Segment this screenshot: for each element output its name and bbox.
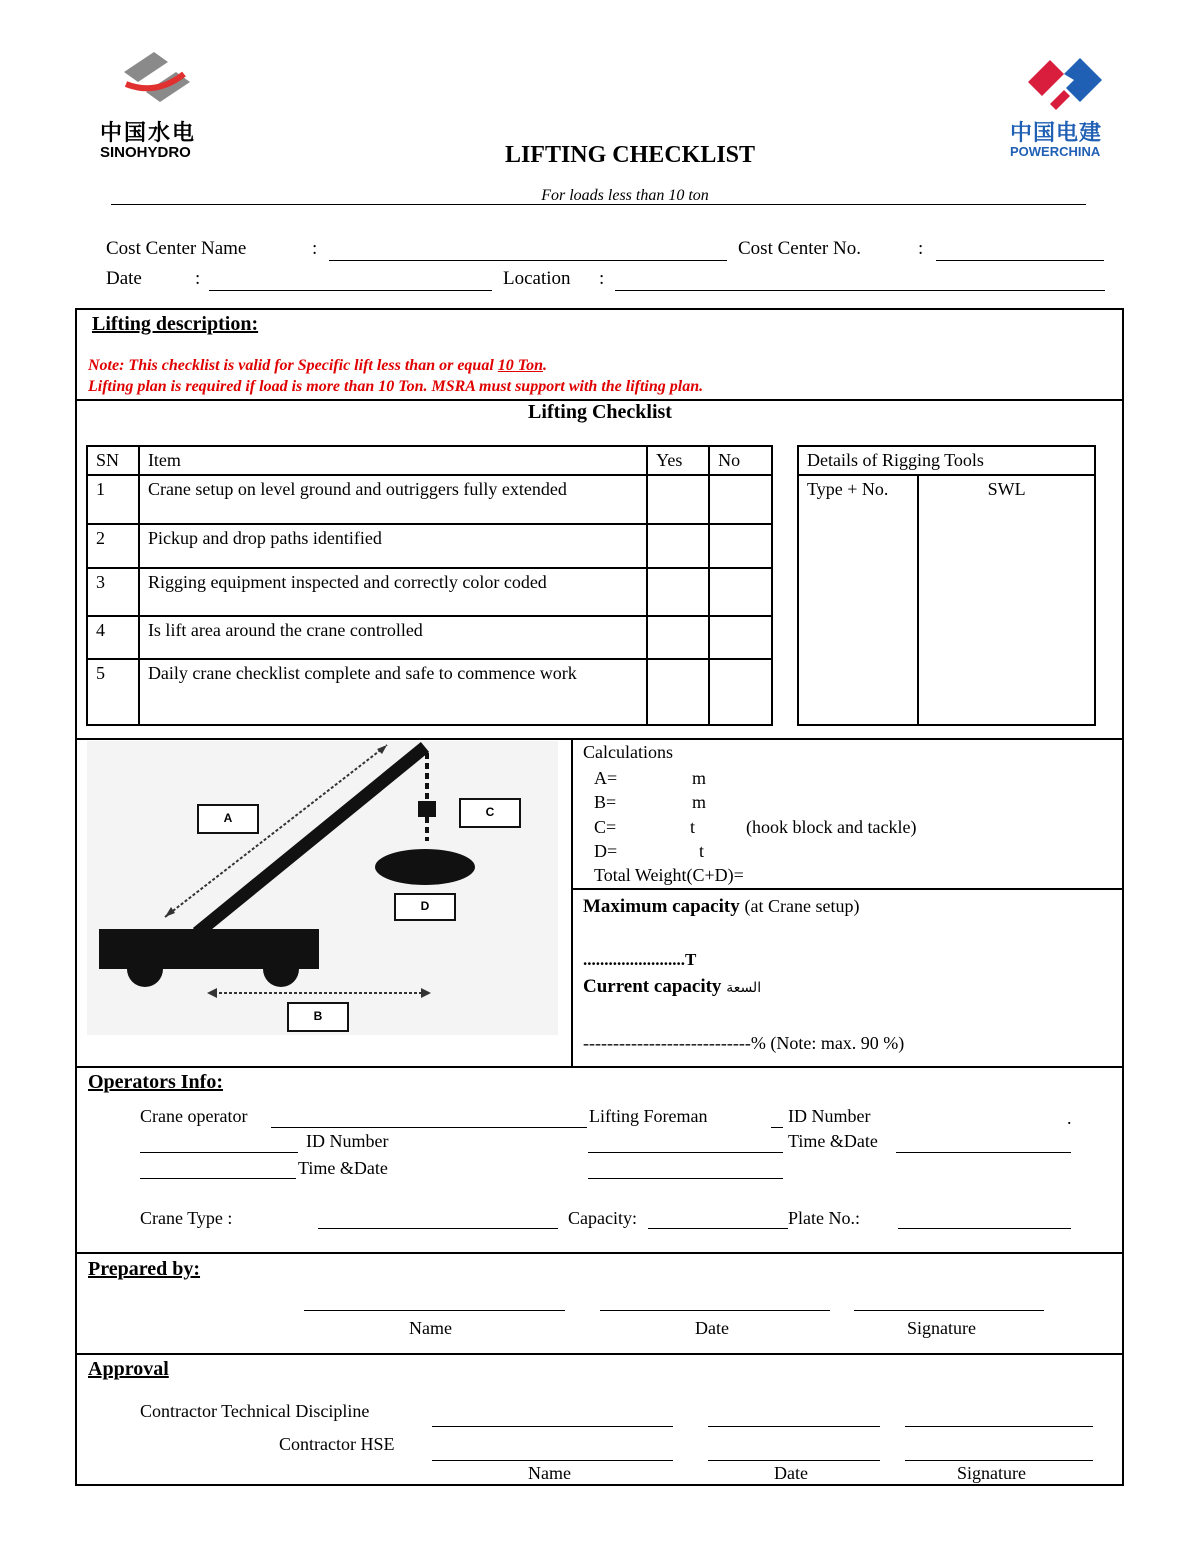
note-line-1-text: Note: This checklist is valid for Specific lift less than or equal: [88, 357, 498, 374]
location-label: Location: [503, 268, 571, 289]
current-capacity-value[interactable]: ----------------------------% (Note: max. 90 %): [583, 1033, 905, 1053]
note-line-1-end: .: [542, 357, 547, 374]
diagram-label-d: D: [420, 899, 430, 913]
powerchina-logo-mark-icon: [1008, 52, 1118, 112]
calc-a-label: A=: [594, 768, 618, 788]
sinohydro-chinese: 中国水电: [100, 121, 197, 146]
checklist-title: Lifting Checklist: [528, 401, 672, 423]
prepared-signature-field[interactable]: [854, 1310, 1044, 1311]
colon: :: [918, 238, 924, 259]
capacity-label: Capacity:: [568, 1208, 637, 1228]
header-rule: [111, 204, 1086, 205]
trailing-dot: .: [1067, 1108, 1072, 1128]
hse-date-field[interactable]: [708, 1460, 880, 1461]
operator-time-date-field[interactable]: [140, 1178, 296, 1179]
calc-total: Total Weight(C+D)=: [594, 865, 744, 885]
calc-c-unit: t: [690, 817, 696, 837]
technical-name-field[interactable]: [432, 1426, 673, 1427]
divider: [76, 1252, 1123, 1254]
no-checkbox[interactable]: [709, 659, 772, 725]
checklist-header-row: [87, 446, 772, 475]
calc-c-label: C=: [594, 817, 617, 837]
table-row: [87, 616, 772, 659]
foreman-time-date-field[interactable]: [896, 1152, 1071, 1153]
crane-diagram: [87, 741, 558, 1035]
cost-center-name-label: Cost Center Name: [106, 238, 247, 259]
page-subtitle: For loads less than 10 ton: [541, 187, 709, 204]
operator-id-number-label: ID Number: [306, 1131, 389, 1151]
technical-label: Contractor Technical Discipline: [140, 1401, 370, 1421]
header-no: No: [709, 446, 772, 475]
max-capacity-row: [583, 896, 859, 918]
hse-label: Contractor HSE: [279, 1434, 395, 1454]
current-capacity-label: Current capacity: [583, 976, 722, 997]
sinohydro-logo-mark-icon: [96, 44, 216, 114]
rigging-table: [797, 445, 1096, 726]
calc-a-unit: m: [692, 768, 707, 788]
current-capacity-row: [583, 976, 761, 998]
max-capacity-value[interactable]: ........................T: [583, 950, 697, 969]
date-field[interactable]: [209, 290, 492, 291]
row-sn: 4: [87, 616, 139, 659]
yes-checkbox[interactable]: [647, 524, 709, 568]
cost-center-no-field[interactable]: [936, 260, 1104, 261]
row-sn: 3: [87, 568, 139, 616]
row-sn: 1: [87, 475, 139, 524]
diagram-label-c: C: [485, 805, 495, 819]
approval-date-label: Date: [774, 1463, 808, 1483]
crane-operator-label: Crane operator: [140, 1106, 248, 1126]
prepared-signature-label: Signature: [907, 1318, 976, 1338]
rigging-type-col[interactable]: Type + No.: [798, 475, 918, 725]
operators-heading: Operators Info:: [88, 1071, 223, 1093]
row-item: Pickup and drop paths identified: [139, 524, 647, 568]
crane-type-field[interactable]: [318, 1228, 558, 1229]
note-line-1: [88, 357, 547, 375]
row-sn: 5: [87, 659, 139, 725]
location-field[interactable]: [615, 290, 1105, 291]
crane-type-label: Crane Type :: [140, 1208, 233, 1228]
row-item: Daily crane checklist complete and safe to commence work: [139, 659, 647, 725]
diagram-label-b: B: [313, 1009, 323, 1023]
lifting-foreman-field[interactable]: [771, 1127, 783, 1128]
yes-checkbox[interactable]: [647, 568, 709, 616]
rigging-title: Details of Rigging Tools: [798, 446, 1095, 475]
no-checkbox[interactable]: [709, 568, 772, 616]
page-title: LIFTING CHECKLIST: [504, 142, 756, 168]
operator-id-field[interactable]: [140, 1152, 298, 1153]
prepared-date-label: Date: [695, 1318, 729, 1338]
prepared-heading: Prepared by:: [88, 1258, 201, 1280]
cost-center-no-label: Cost Center No.: [738, 238, 861, 259]
calculations-title: Calculations: [583, 742, 673, 762]
lifting-foreman-label: Lifting Foreman: [589, 1106, 708, 1126]
colon: :: [312, 238, 318, 259]
header-yes: Yes: [647, 446, 709, 475]
note-line-2: Lifting plan is required if load is more than 10 Ton. MSRA must support with the lifting plan.: [88, 378, 704, 395]
powerchina-latin: POWERCHINA: [1010, 144, 1101, 159]
approval-signature-label: Signature: [957, 1463, 1026, 1483]
row-item: Is lift area around the crane controlled: [139, 616, 647, 659]
table-row: [87, 475, 772, 524]
lifting-description-heading: Lifting description:: [92, 313, 259, 335]
approval-heading: Approval: [88, 1358, 169, 1380]
prepared-name-label: Name: [409, 1318, 452, 1338]
table-row: [87, 524, 772, 568]
max-capacity-note: (at Crane setup): [744, 896, 860, 916]
checklist-table: [86, 445, 773, 726]
foreman-time-date-label: Time &Date: [788, 1131, 878, 1151]
hse-name-field[interactable]: [432, 1460, 673, 1461]
row-sn: 2: [87, 524, 139, 568]
rigging-swl-col[interactable]: SWL: [918, 475, 1095, 725]
header-item: Item: [139, 446, 647, 475]
plate-no-label: Plate No.:: [788, 1208, 860, 1228]
divider: [572, 888, 1123, 890]
colon: :: [599, 268, 605, 289]
hse-signature-field[interactable]: [905, 1460, 1093, 1461]
row-item: Rigging equipment inspected and correctly color coded: [139, 568, 647, 616]
foreman-extra-field[interactable]: [588, 1178, 783, 1179]
foreman-id-field[interactable]: [588, 1152, 783, 1153]
plate-no-field[interactable]: [898, 1228, 1071, 1229]
diagram-label-a: A: [223, 811, 233, 825]
divider: [76, 1353, 1123, 1355]
no-checkbox[interactable]: [709, 616, 772, 659]
header-sn: SN: [87, 446, 139, 475]
divider: [571, 739, 573, 1067]
sinohydro-latin: SINOHYDRO: [100, 144, 191, 161]
calc-c-note: (hook block and tackle): [746, 817, 917, 837]
yes-checkbox[interactable]: [647, 659, 709, 725]
operator-time-date-label: Time &Date: [298, 1158, 388, 1178]
note-line-1-ul: 10 Ton: [497, 357, 543, 374]
prepared-date-field[interactable]: [600, 1310, 830, 1311]
calc-b-label: B=: [594, 792, 617, 812]
foreman-id-number-label: ID Number: [788, 1106, 871, 1126]
cost-center-name-field[interactable]: [329, 260, 727, 261]
technical-signature-field[interactable]: [905, 1426, 1093, 1427]
calc-d-unit: t: [699, 841, 705, 861]
divider: [76, 1066, 1123, 1068]
prepared-name-field[interactable]: [304, 1310, 565, 1311]
date-label: Date: [106, 268, 142, 289]
table-row: [87, 659, 772, 725]
colon: :: [195, 268, 201, 289]
approval-name-label: Name: [528, 1463, 571, 1483]
row-item: Crane setup on level ground and outriggers fully extended: [139, 475, 647, 524]
max-capacity-label: Maximum capacity: [583, 896, 740, 917]
divider: [76, 738, 1123, 740]
table-row: [87, 568, 772, 616]
technical-date-field[interactable]: [708, 1426, 880, 1427]
current-capacity-arabic: السعة: [726, 980, 762, 996]
capacity-field[interactable]: [648, 1228, 788, 1229]
calc-d-label: D=: [594, 841, 618, 861]
no-checkbox[interactable]: [709, 475, 772, 524]
crane-operator-field[interactable]: [271, 1127, 587, 1128]
powerchina-chinese: 中国电建: [1010, 121, 1103, 146]
crane-diagram-icon: [87, 741, 558, 1035]
no-checkbox[interactable]: [709, 524, 772, 568]
yes-checkbox[interactable]: [647, 475, 709, 524]
calc-b-unit: m: [692, 792, 707, 812]
yes-checkbox[interactable]: [647, 616, 709, 659]
